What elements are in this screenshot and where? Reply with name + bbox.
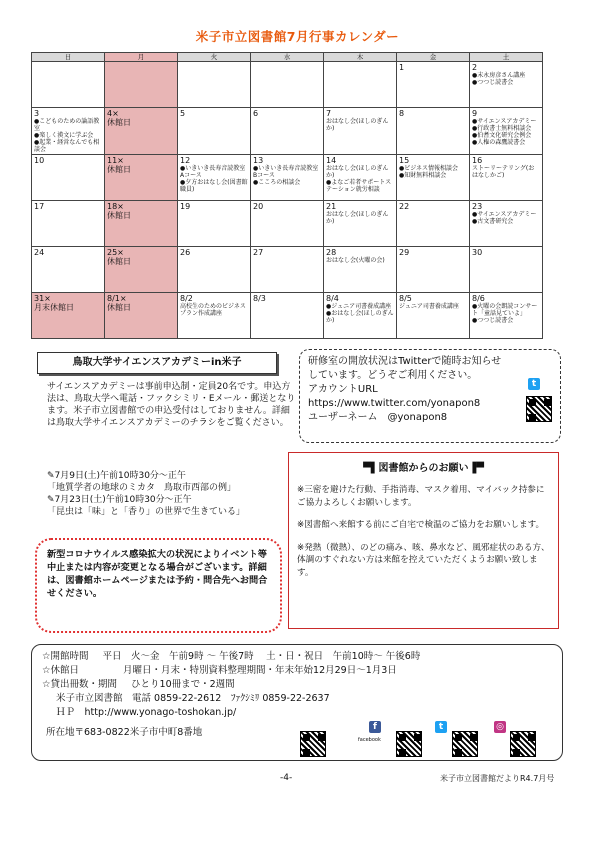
twitter-text: 研修室の開放状況はTwitterで随時お知らせしています。どうぞご利用ください。	[308, 356, 502, 381]
calendar-day	[397, 247, 470, 293]
day-events: ●火曜の会朗読コンサート「童話見ていよ」 ●つつじ読書会	[472, 303, 538, 324]
instagram-qr-code	[510, 731, 536, 757]
day-number: 7	[326, 109, 332, 118]
weekday-header: 木	[324, 53, 397, 62]
day-events: ●いきいき長寿音読教室Bコース ●こころの相談会	[253, 165, 319, 186]
homepage[interactable]: ＨＰ http://www.yonago-toshokan.jp/	[56, 707, 237, 718]
facebook-label: facebook	[358, 737, 381, 743]
day-number: 8/5	[399, 294, 412, 303]
day-events: ●ビジネス情報相談会 ●知財無料相談会	[399, 165, 459, 179]
day-events: ●いきいき長寿音読教室Aコース ●夕方おはなし会(図書館職員)	[180, 165, 248, 193]
calendar-day	[178, 108, 251, 155]
day-events: おはなし会(ほしのぎんか)	[326, 118, 389, 132]
calendar-day	[32, 108, 105, 155]
book-icon: ▀▌	[363, 463, 379, 474]
calendar-day	[251, 62, 324, 108]
event2-date: ✎7月23日(土)午前10時30分～正午	[47, 495, 192, 505]
day-number: 2	[472, 63, 478, 72]
day-events: ジュニア司書養成講座	[399, 303, 459, 310]
day-number: 1	[399, 63, 405, 72]
facebook-icon[interactable]: f	[369, 721, 381, 733]
weekday-header: 火	[178, 53, 251, 62]
weekday-header: 水	[251, 53, 324, 62]
day-events: おはなし会(ほしのぎんか) ●よなご若者サポートステーション就労相談	[326, 165, 392, 193]
calendar-day	[324, 201, 397, 247]
calendar-day	[324, 247, 397, 293]
calendar-day	[397, 155, 470, 201]
day-number: 31× 月末休館日	[34, 294, 74, 312]
calendar-day	[397, 293, 470, 339]
event1-date: ✎7月9日(土)午前10時30分～正午	[47, 471, 186, 481]
request-p3: ※発熱（微熱）、のどの痛み、咳、鼻水など、風邪症状のある方、体調のすぐれない方は来館を控えていただくようお願い致します。	[297, 542, 550, 578]
twitter-icon[interactable]: t	[435, 721, 447, 733]
day-number: 5	[180, 109, 186, 118]
calendar-day	[32, 247, 105, 293]
page-number: -4-	[280, 773, 293, 783]
day-events: ●ジュニア司書養成講座 ●おはなし会(ほしのぎんか)	[326, 303, 394, 324]
twitter-user: ユーザーネーム @yonapon8	[308, 412, 448, 423]
day-number: 10	[34, 156, 45, 165]
day-events: おはなし会(火曜の会)	[326, 257, 385, 264]
homepage-qr-code	[300, 731, 326, 757]
twitter-url-label: アカウントURL	[308, 384, 378, 395]
day-number: 8	[399, 109, 405, 118]
hours-value: 平日 火～金 午前9時 ～ 午後7時 土・日・祝日 午前10時～ 午後6時	[102, 651, 421, 662]
science-academy-title: 鳥取大学サイエンスアカデミーin米子	[37, 352, 277, 374]
calendar-day	[105, 108, 178, 155]
day-events: おはなし会(ほしのぎんか)	[326, 211, 389, 225]
day-number: 8/4	[326, 294, 339, 303]
day-number: 21	[326, 202, 337, 211]
calendar-day	[470, 108, 543, 155]
corona-notice: 新型コロナウイルス感染拡大の状況によりイベント等中止または内容が変更となる場合がございます。詳細は、図書館ホームページまたは予約・問合先へお問合せください。	[35, 538, 282, 633]
day-number: 8/6	[472, 294, 485, 303]
day-number: 20	[253, 202, 264, 211]
request-title: 図書館からのお願い	[378, 463, 469, 474]
event-calendar	[31, 52, 543, 339]
loan-label: ☆貸出冊数・期間	[42, 679, 118, 690]
calendar-day	[470, 62, 543, 108]
day-number: 9	[472, 109, 478, 118]
day-number: 30	[472, 248, 483, 257]
twitter-qr-code	[526, 396, 552, 422]
day-events: ●サイエンスアカデミー ●行政書士無料相談会 ●伯耆文化研究会例会 ●人権の森鷹読書会	[472, 118, 537, 146]
day-number: 16	[472, 156, 483, 165]
day-events: ●こどものための論語教室 ●楽しく漢文に学ぶ会 ●起業・経営なんでも相談会	[34, 118, 100, 153]
twitter-icon[interactable]: t	[528, 378, 540, 390]
calendar-day	[470, 293, 543, 339]
twitter-url[interactable]: https://www.twitter.com/yonapon8	[308, 398, 481, 409]
day-number: 8/3	[253, 294, 266, 303]
calendar-day	[105, 62, 178, 108]
calendar-day	[397, 108, 470, 155]
book-icon: ▐▀	[468, 463, 484, 474]
day-number: 3	[34, 109, 40, 118]
calendar-day	[470, 201, 543, 247]
calendar-day	[32, 293, 105, 339]
calendar-day	[324, 62, 397, 108]
calendar-day	[324, 108, 397, 155]
event1-title: 「地質学者の地球のミカタ 鳥取市西部の例」	[47, 483, 237, 493]
day-number: 11× 休館日	[107, 156, 131, 174]
day-number: 25× 休館日	[107, 248, 131, 266]
loan-value: ひとり10冊まで・2週間	[131, 679, 235, 690]
calendar-day	[105, 201, 178, 247]
calendar-day	[397, 62, 470, 108]
day-number: 23	[472, 202, 483, 211]
calendar-day	[324, 293, 397, 339]
day-events: ●末永房彦さん講座 ●つつじ読書会	[472, 72, 526, 86]
closed-label: ☆休館日	[42, 665, 80, 676]
day-number: 22	[399, 202, 410, 211]
instagram-icon[interactable]: ◎	[494, 721, 506, 733]
calendar-day	[470, 155, 543, 201]
calendar-day	[470, 247, 543, 293]
day-number: 26	[180, 248, 191, 257]
day-number: 19	[180, 202, 191, 211]
day-number: 4× 休館日	[107, 109, 131, 127]
weekday-header: 金	[397, 53, 470, 62]
day-number: 28	[326, 248, 337, 257]
day-events: ストーリーテリング(おはなしかご)	[472, 165, 535, 179]
twitter-box	[299, 349, 561, 443]
facebook-qr-code	[396, 731, 422, 757]
day-number: 14	[326, 156, 337, 165]
calendar-day	[251, 108, 324, 155]
calendar-day	[105, 247, 178, 293]
contact: 米子市立図書館 電話 0859-22-2612 ﾌｧｸｼﾐﾘ 0859-22-2637	[56, 693, 330, 704]
calendar-day	[251, 293, 324, 339]
twitter-qr-code	[452, 731, 478, 757]
closed-value: 月曜日・月末・特別資料整理期間・年末年始12月29日～1月3日	[123, 665, 397, 676]
calendar-day	[324, 155, 397, 201]
day-number: 8/1× 休館日	[107, 294, 131, 312]
library-info-box	[31, 644, 563, 761]
day-number: 13	[253, 156, 264, 165]
address: 所在地〒683-0822米子市中町8番地	[46, 727, 203, 738]
calendar-day	[105, 155, 178, 201]
calendar-day	[178, 155, 251, 201]
newsletter-footer: 米子市立図書館だよりR4.7月号	[440, 774, 555, 783]
day-number: 8/2	[180, 294, 193, 303]
science-academy-body: サイエンスアカデミーは事前申込制・定員20名です。申込方法は、鳥取大学へ電話・ファクシミリ・Eメール・郵送となります。米子市立図書館での申込受付はしておりません。詳細は鳥取大学サイエンスアカデミーのチラシをご覧ください。	[47, 382, 296, 428]
weekday-header: 土	[470, 53, 543, 62]
day-number: 17	[34, 202, 45, 211]
calendar-day	[251, 201, 324, 247]
calendar-day	[178, 62, 251, 108]
science-academy-events	[47, 470, 297, 518]
request-p2: ※図書館へ来館する前にご自宅で検温のご協力をお願いします。	[297, 520, 545, 530]
day-number: 12	[180, 156, 191, 165]
day-number: 27	[253, 248, 264, 257]
calendar-day	[105, 293, 178, 339]
day-number: 15	[399, 156, 410, 165]
library-request-box	[288, 452, 559, 629]
calendar-day	[251, 247, 324, 293]
weekday-header: 日	[32, 53, 105, 62]
event2-title: 「昆虫は「味」と「香り」の世界で生きている」	[47, 507, 246, 517]
day-number: 24	[34, 248, 45, 257]
day-number: 6	[253, 109, 259, 118]
weekday-header: 月	[105, 53, 178, 62]
day-events: ●サイエンスアカデミー ●古文書研究会	[472, 211, 537, 225]
calendar-day	[32, 155, 105, 201]
calendar-day	[178, 247, 251, 293]
request-p1: ※三密を避けた行動、手指消毒、マスク着用、マイバック持参にご協力よろしくお願いします。	[297, 485, 545, 508]
page-title: 米子市立図書館7月行事カレンダー	[195, 29, 400, 44]
day-events: 高校生のためのビジネスプラン作成講座	[180, 303, 246, 317]
calendar-day	[397, 201, 470, 247]
calendar-day	[178, 293, 251, 339]
hours-label: ☆開館時間	[42, 651, 89, 662]
calendar-day	[251, 155, 324, 201]
calendar-day	[178, 201, 251, 247]
day-number: 18× 休館日	[107, 202, 131, 220]
day-number: 29	[399, 248, 410, 257]
calendar-day	[32, 201, 105, 247]
calendar-day	[32, 62, 105, 108]
